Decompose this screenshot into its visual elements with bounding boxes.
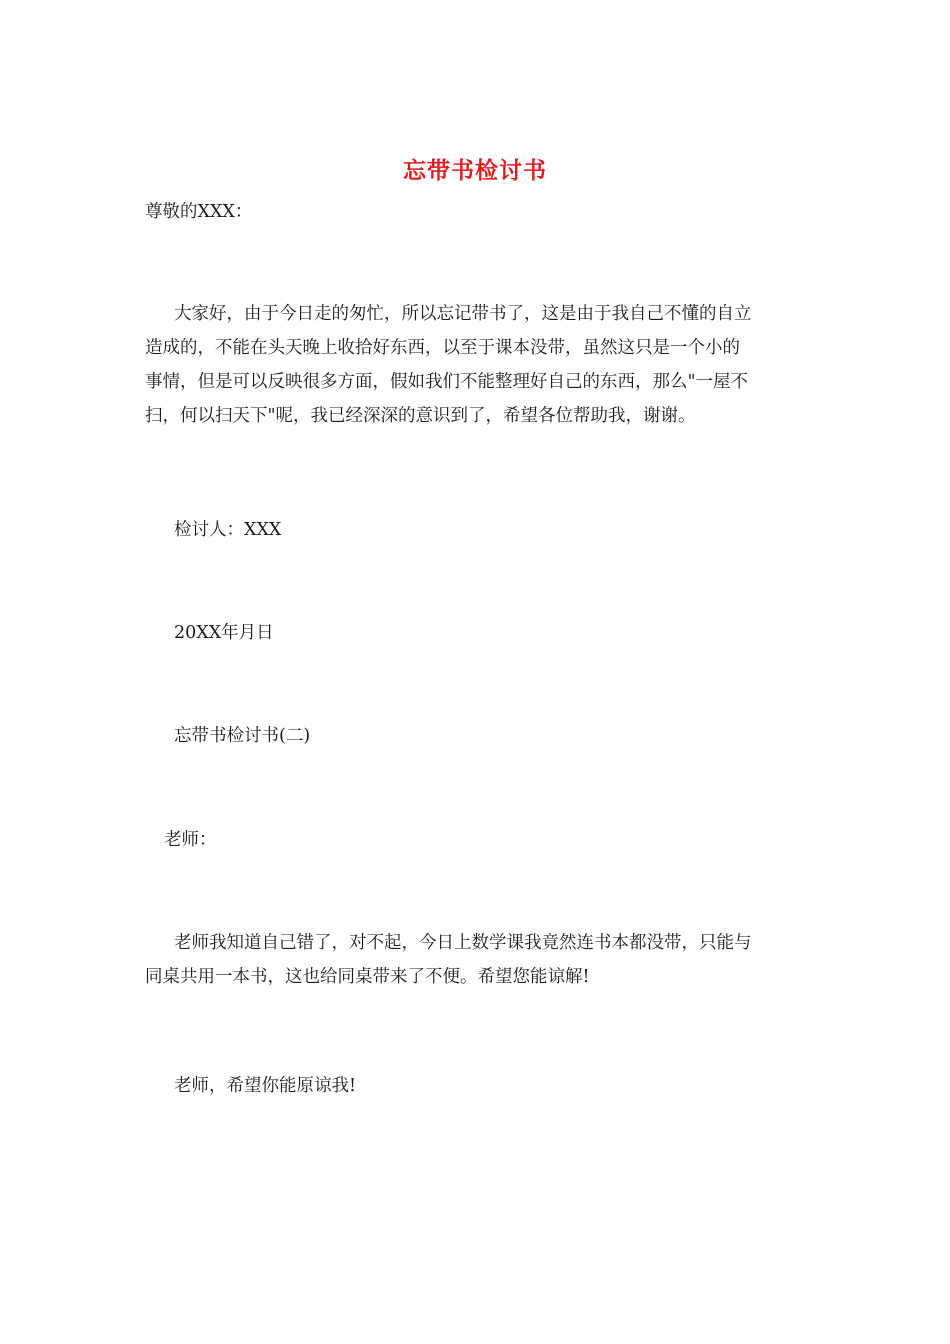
salutation: 尊敬的XXX：	[145, 202, 253, 222]
date-line: 20XX年月日	[174, 623, 274, 643]
paragraph-1-line: 造成的，不能在头天晚上收拾好东西，以至于课本没带，虽然这只是一个小的	[145, 338, 740, 358]
paragraph-1-line: 事情，但是可以反映很多方面，假如我们不能整理好自己的东西，那么"一屋不	[145, 372, 749, 392]
document-title: 忘带书检讨书	[403, 158, 547, 184]
paragraph-1	[145, 297, 810, 433]
section-2-heading: 忘带书检讨书(二)	[174, 726, 311, 746]
signer-line: 检讨人：XXX	[174, 520, 282, 540]
closing-line: 老师，希望你能原谅我!	[174, 1076, 357, 1096]
paragraph-2	[145, 926, 810, 994]
salutation-2: 老师：	[164, 830, 217, 850]
paragraph-2-line: 同桌共用一本书，这也给同桌带来了不便。希望您能谅解!	[145, 967, 590, 987]
paragraph-1-line: 大家好，由于今日走的匆忙，所以忘记带书了，这是由于我自己不懂的自立	[174, 304, 752, 324]
paragraph-1-line: 扫，何以扫天下"呢，我已经深深的意识到了，希望各位帮助我，谢谢。	[145, 406, 696, 426]
paragraph-2-line: 老师我知道自己错了，对不起，今日上数学课我竟然连书本都没带，只能与	[174, 933, 752, 953]
